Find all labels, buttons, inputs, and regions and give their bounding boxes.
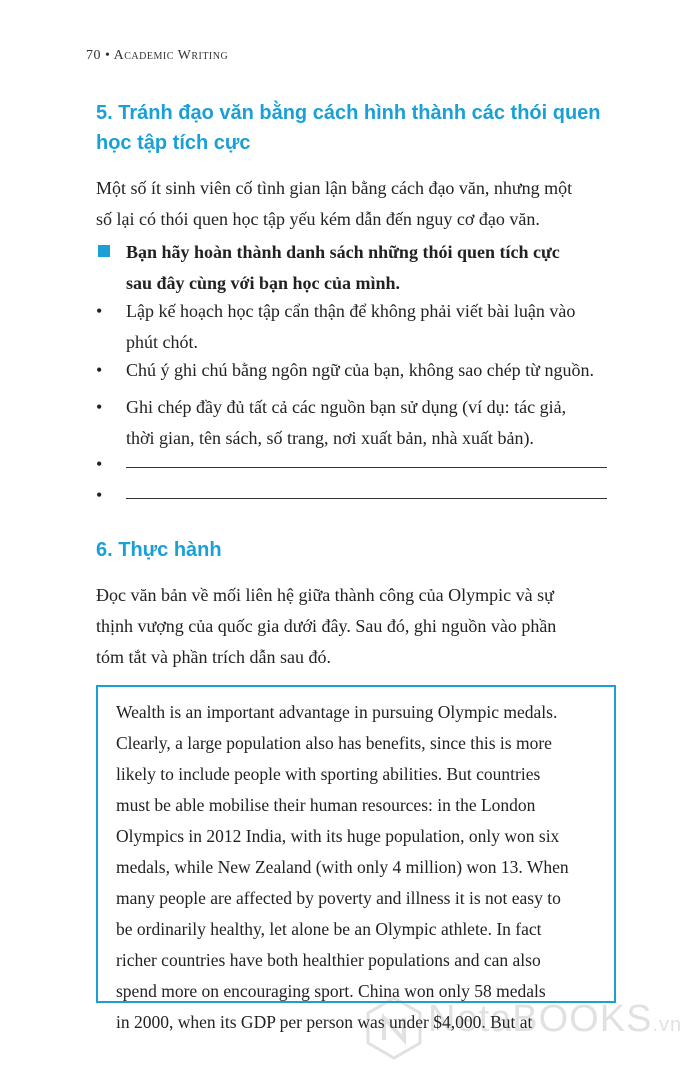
list-item-line1: Chú ý ghi chú bằng ngôn ngữ của bạn, không sao chép từ nguồn.	[126, 360, 594, 380]
bullet-dot: •	[96, 360, 103, 380]
section6-intro	[96, 580, 621, 673]
square-bullet-icon	[98, 245, 110, 257]
passage-line: medals, while New Zealand (with only 4 million) won 13. When	[116, 857, 569, 877]
blank-answer-line	[126, 467, 607, 468]
bullet-dot: •	[96, 454, 103, 474]
watermark-suffix: .vn	[652, 1014, 683, 1036]
section5-title-line2: học tập tích cực	[96, 132, 251, 154]
list-item-line2: thời gian, tên sách, số trang, nơi xuất bản, nhà xuất bản).	[126, 428, 534, 448]
section5-intro-line2: số lại có thói quen học tập yếu kém dẫn đến nguy cơ đạo văn.	[96, 209, 540, 229]
section6-intro-line3: tóm tắt và phần trích dẫn sau đó.	[96, 647, 331, 667]
passage-line: Clearly, a large population also has benefits, since this is more	[116, 733, 552, 753]
header-separator: •	[105, 48, 111, 63]
page-number: 70	[86, 48, 101, 63]
section6-intro-line2: thịnh vượng của quốc gia dưới đây. Sau đó, ghi nguồn vào phần	[96, 616, 557, 636]
blank-answer-line	[126, 498, 607, 499]
list-item	[96, 392, 621, 454]
section5-intro-line1: Một số ít sinh viên cố tình gian lận bằng cách đạo văn, nhưng một	[96, 178, 573, 198]
task-line1: Bạn hãy hoàn thành danh sách những thói quen tích cực	[126, 242, 560, 262]
passage-line: richer countries have both healthier populations and can also	[116, 950, 541, 970]
watermark-brand: NetaBOOKS	[428, 998, 653, 1040]
passage-line: Olympics in 2012 India, with its huge population, only won six	[116, 826, 560, 846]
section5-title	[96, 98, 601, 158]
task-line2: sau đây cùng với bạn học của mình.	[126, 273, 401, 293]
list-item	[96, 355, 621, 386]
passage-line: must be able mobilise their human resources: in the London	[116, 795, 536, 815]
bullet-dot: •	[96, 397, 103, 417]
bullet-dot: •	[96, 485, 103, 505]
section6-intro-line1: Đọc văn bản về mối liên hệ giữa thành công của Olympic và sự	[96, 585, 554, 605]
section6-title: 6. Thực hành	[96, 539, 222, 561]
blank-list-item	[96, 449, 621, 480]
passage-line: many people are affected by poverty and illness it is not easy to	[116, 888, 561, 908]
netabooks-logo-icon	[364, 996, 424, 1060]
running-header	[86, 48, 228, 64]
watermark-text	[428, 998, 682, 1041]
passage-line: spend more on encouraging sport. China won only 58 medals	[116, 981, 546, 1001]
blank-list-item	[96, 480, 621, 511]
task-instruction	[96, 237, 621, 299]
list-item-line2: phút chót.	[126, 332, 198, 352]
list-item-line1: Lập kế hoạch học tập cẩn thận để không phải viết bài luận vào	[126, 301, 576, 321]
passage-text	[116, 697, 602, 1038]
passage-line: likely to include people with sporting abilities. But countries	[116, 764, 541, 784]
book-title: Academic Writing	[113, 48, 229, 63]
list-item-line1: Ghi chép đầy đủ tất cả các nguồn bạn sử dụng (ví dụ: tác giả,	[126, 397, 567, 417]
list-item	[96, 296, 621, 358]
passage-line: Wealth is an important advantage in pursuing Olympic medals.	[116, 702, 558, 722]
passage-line: be ordinarily healthy, let alone be an Olympic athlete. In fact	[116, 919, 542, 939]
passage-line: in 2000, when its GDP per person was under $4,000. But at	[116, 1012, 533, 1032]
watermark	[360, 990, 700, 1069]
section5-intro	[96, 173, 621, 235]
bullet-dot: •	[96, 301, 103, 321]
section5-title-line1: 5. Tránh đạo văn bằng cách hình thành các thói quen	[96, 102, 601, 124]
